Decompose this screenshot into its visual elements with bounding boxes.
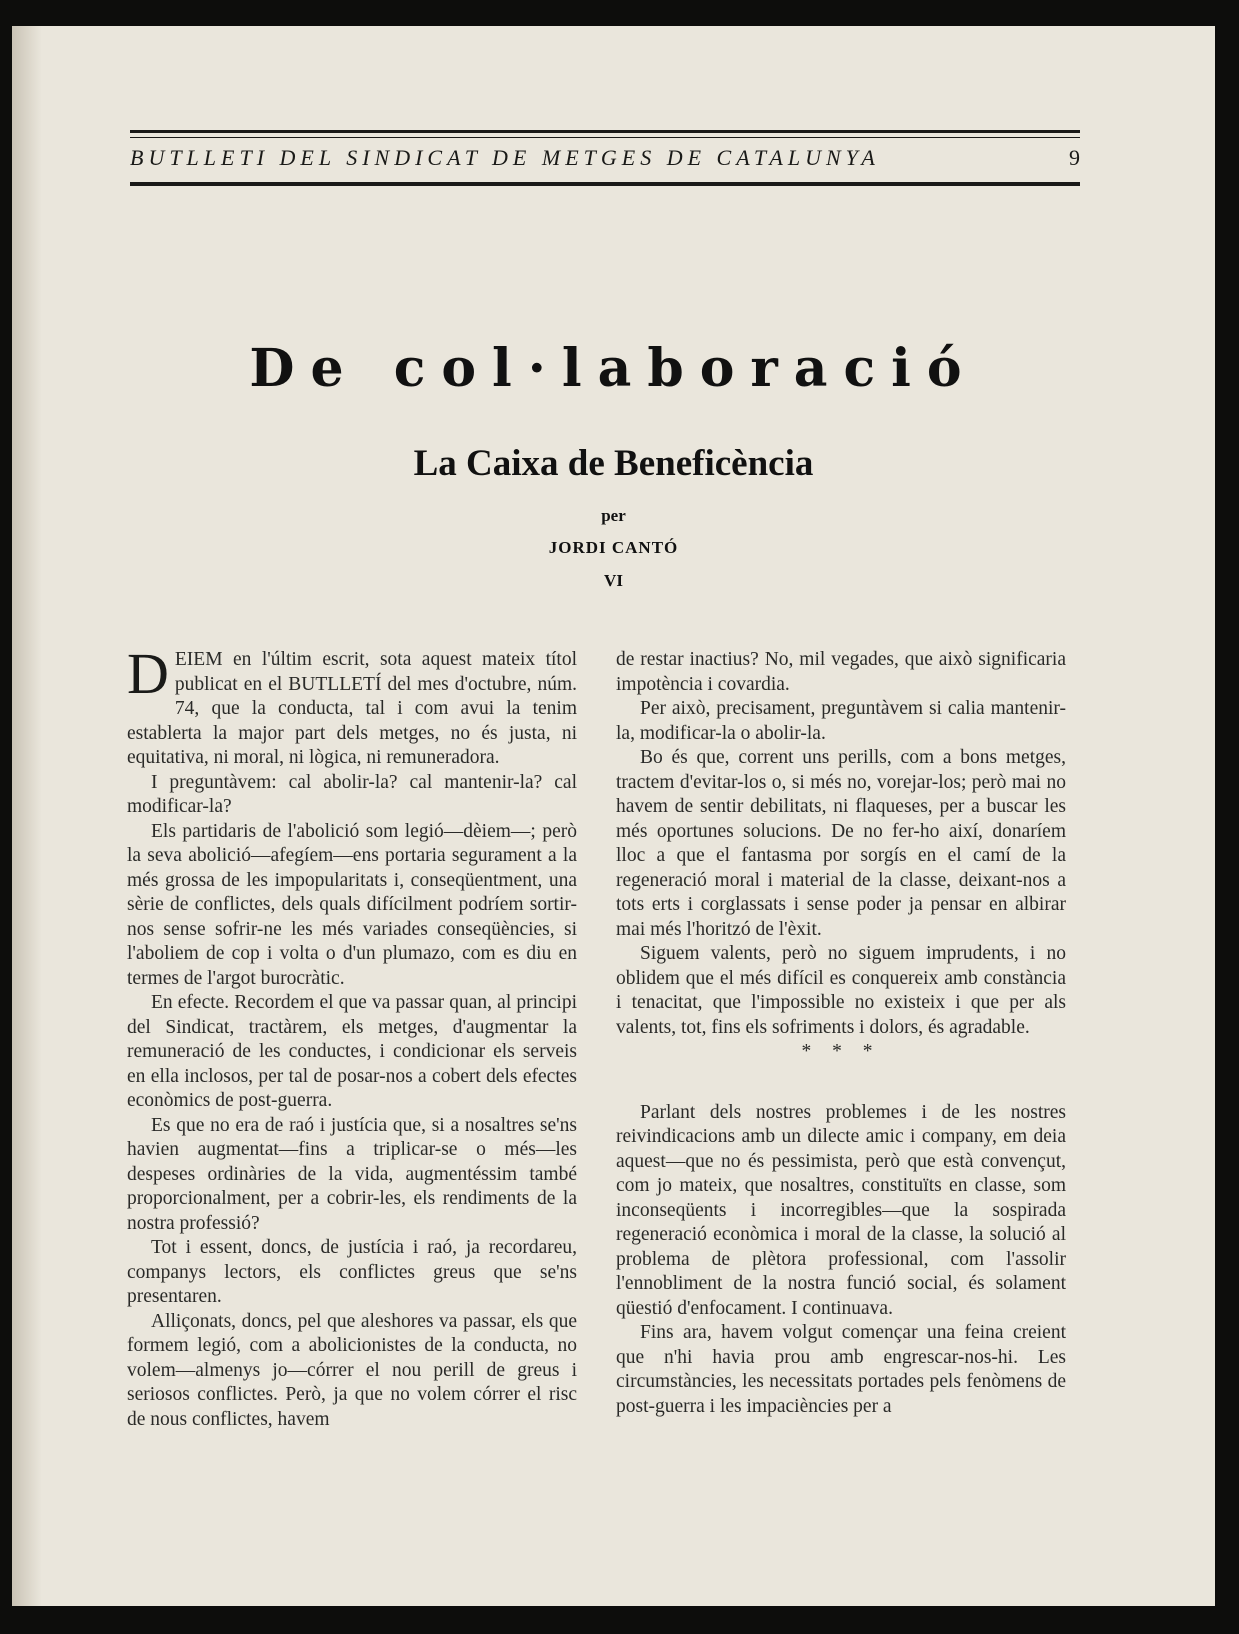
paragraph: Alliçonats, doncs, pel que aleshores va passar, els que formem legió, com a abolicionistes de la conducta, no volem—almenys jo—córrer el nou perill de greus i seriosos conflictes. Però, ja que no volem córrer el risc de nous conflictes, havem xyxy=(127,1310,577,1430)
drop-cap: D xyxy=(127,641,169,706)
left-column xyxy=(127,641,577,1432)
paragraph: Fins ara, havem volgut començar una feina creient que n'hi havia prou amb engrescar-nos-hi. Les circumstàncies, les necessitats portades pels fenòmens de post-guerra i les impaciències per a xyxy=(616,1322,1066,1417)
paragraph: Parlant dels nostres problemes i de les nostres reivindicacions amb un dilecte amic i company, em deia aquest—que no és pessimista, però que està convençut, com jo mateix, que nosaltres, constituïts en classe, som inconseqüents i incorregibles—que la sospirada regeneració econòmica i moral de la classe, la solució al problema de plètora professional, com l'assolir l'ennobliment de la nostra funció social, és solament qüestió d'enfocament. I continuava. xyxy=(616,1101,1066,1319)
section-title: De col·laboració xyxy=(249,338,978,399)
section-separator: * * * xyxy=(801,1041,881,1062)
byline-prefix: per xyxy=(601,506,626,525)
author-name: JORDI CANTÓ xyxy=(548,538,679,557)
right-column xyxy=(616,648,1066,1419)
paragraph: Per això, precisament, preguntàvem si calia mantenir-la, modificar-la o abolir-la. xyxy=(616,698,1066,744)
journal-name: BUTLLETI DEL SINDICAT DE METGES DE CATALUNYA xyxy=(130,145,880,170)
paragraph: DEIEM en l'últim escrit, sota aquest mateix títol publicat en el BUTLLETÍ del mes d'octubre, núm. 74, que la conducta, tal i com avui la tenim establerta la major part dels metges, no és justa, ni equitativa, ni moral, ni lògica, ni remuneradora. xyxy=(127,641,577,768)
paragraph: I preguntàvem: cal abolir-la? cal mantenir-la? cal modificar-la? xyxy=(127,771,577,817)
paragraph: Siguem valents, però no siguem imprudents, i no oblidem que el més difícil es conquereix amb constància i tenacitat, que l'impossible no existeix i que per als valents, tot, fins els sofriments i dolors, és agradable. xyxy=(616,943,1066,1038)
paragraph: de restar inactius? No, mil vegades, que això significaria impotència i covardia. xyxy=(616,649,1066,695)
running-header xyxy=(130,130,1080,186)
paragraph: En efecte. Recordem el que va passar quan, al principi del Sindicat, tractàrem, els metges, d'augmentar la remuneració de les conductes, i condicionar els serveis en ella inclosos, per tal de posar-nos a cobert dels efectes econòmics de post-guerra. xyxy=(127,992,577,1111)
part-number: VI xyxy=(604,571,623,590)
header-top-rule xyxy=(130,130,1080,133)
page-gutter xyxy=(12,26,42,1606)
page-number: 9 xyxy=(1069,145,1080,170)
paragraph: Tot i essent, doncs, de justícia i raó, ja recordareu, companys lectors, els conflictes greus que se'ns presentaren. xyxy=(127,1237,577,1307)
paragraph: Bo és que, corrent uns perills, com a bons metges, tractem d'evitar-los o, si més no, vorejar-los; però mai no havem de sentir debilitats, ni flaqueses, per a buscar les més oportunes solucions. De no fer-ho així, donaríem lloc a que el fantasma por sorgís en el camí de la regeneració moral i material de la classe, deixant-nos a tots erts i corglassats i sense poder ja pensar en albirar mai més l'horitzó de l'èxit. xyxy=(616,747,1066,940)
article-title: La Caixa de Beneficència xyxy=(413,443,814,484)
paragraph: Es que no era de raó i justícia que, si a nosaltres se'ns havien augmentat—fins a triplicar-se o més—les despeses ordinàries de la vida, augmentéssim també proporcionalment, per a cobrir-les, els rendiments de la nostra professió? xyxy=(127,1114,577,1234)
paragraph: Els partidaris de l'abolició som legió—dèiem—; però la seva abolició—afegíem—ens portaria segurament a la més grossa de les impopularitats i, conseqüentment, una sèrie de conflictes, dels quals difícilment podríem sortir-nos sense sofrir-ne les més variades conseqüències, si l'aboliem de cop i volta o d'un plumazo, com es diu en termes de l'argot burocràtic. xyxy=(127,820,577,989)
header-bottom-rule xyxy=(130,183,1080,186)
journal-page xyxy=(12,26,1215,1606)
